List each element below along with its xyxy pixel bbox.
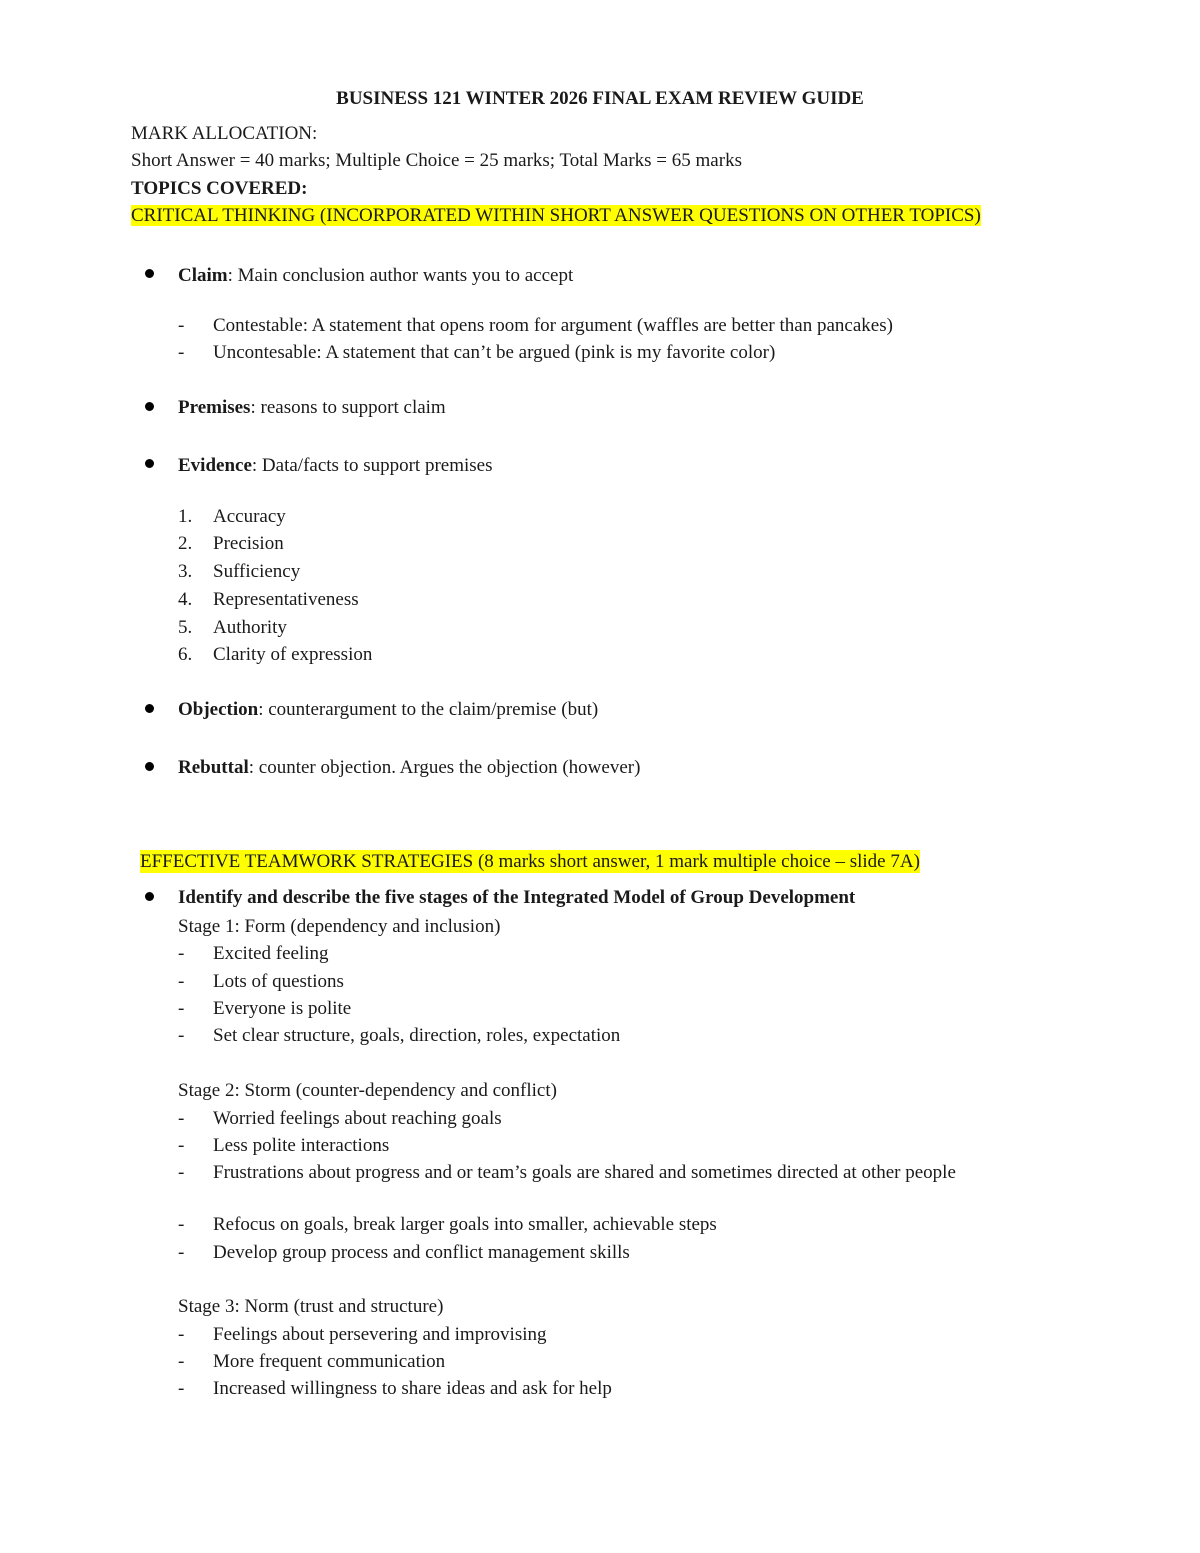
claim-item [178, 265, 573, 287]
evidence-term: Evidence [178, 455, 252, 476]
mark-allocation-label: MARK ALLOCATION: [131, 123, 318, 144]
premises-term: Premises [178, 397, 251, 418]
page-title: BUSINESS 121 WINTER 2026 FINAL EXAM REVIEW GUIDE [336, 88, 864, 109]
rebuttal-term: Rebuttal [178, 757, 249, 778]
dash-marker: - [178, 1324, 185, 1345]
bullet-icon [145, 892, 154, 901]
premises-item [178, 397, 446, 419]
dash-marker: - [178, 1162, 185, 1183]
evidence-item [178, 455, 493, 477]
dash-marker: - [178, 943, 185, 964]
list-number: 5. [178, 617, 193, 638]
dash-marker: - [178, 1108, 185, 1129]
claim-sub-contestable: Contestable: A statement that opens room for argument (waffles are better than pancakes) [213, 315, 893, 336]
list-number: 1. [178, 506, 193, 527]
stage-3-item: Feelings about persevering and improvising [213, 1324, 547, 1345]
dash-marker: - [178, 1135, 185, 1156]
rebuttal-item [178, 757, 640, 779]
evidence-list-item: Clarity of expression [213, 644, 373, 665]
bullet-icon [145, 762, 154, 771]
evidence-list-item: Accuracy [213, 506, 286, 527]
objection-item [178, 699, 598, 721]
evidence-list-item: Sufficiency [213, 561, 301, 582]
bullet-icon [145, 704, 154, 713]
topics-covered-label: TOPICS COVERED: [131, 178, 308, 199]
dash-marker: - [178, 998, 185, 1019]
dash-marker: - [178, 315, 185, 336]
stage-2-item: Frustrations about progress and or team’s goals are shared and sometimes directed at other people [213, 1162, 956, 1183]
objection-term: Objection [178, 699, 259, 720]
evidence-list-item: Authority [213, 617, 287, 638]
teamwork-bullet: Identify and describe the five stages of the Integrated Model of Group Development [178, 887, 856, 908]
stage-2-label: Stage 2: Storm (counter-dependency and conflict) [178, 1080, 557, 1101]
stage-2-item: Worried feelings about reaching goals [213, 1108, 502, 1129]
stage-1-item: Lots of questions [213, 971, 344, 992]
evidence-definition: : Data/facts to support premises [251, 455, 493, 476]
claim-term: Claim [178, 265, 228, 286]
dash-marker: - [178, 1214, 185, 1235]
objection-definition: : counterargument to the claim/premise (but) [258, 699, 599, 720]
rebuttal-definition: : counter objection. Argues the objection (however) [248, 757, 641, 778]
list-number: 6. [178, 644, 193, 665]
premises-definition: : reasons to support claim [250, 397, 446, 418]
bullet-icon [145, 269, 154, 278]
list-number: 3. [178, 561, 193, 582]
stage-2-item: Less polite interactions [213, 1135, 390, 1156]
dash-marker: - [178, 1351, 185, 1372]
stage-1-item: Everyone is polite [213, 998, 352, 1019]
list-number: 4. [178, 589, 193, 610]
mark-allocation-text: Short Answer = 40 marks; Multiple Choice = 25 marks; Total Marks = 65 marks [131, 150, 742, 171]
dash-marker: - [178, 1378, 185, 1399]
dash-marker: - [178, 1025, 185, 1046]
stage-2-item: Develop group process and conflict management skills [213, 1242, 630, 1263]
list-number: 2. [178, 533, 193, 554]
dash-marker: - [178, 342, 185, 363]
evidence-list-item: Precision [213, 533, 284, 554]
section-heading-critical-thinking: CRITICAL THINKING (INCORPORATED WITHIN SHORT ANSWER QUESTIONS ON OTHER TOPICS) [131, 205, 981, 226]
stage-3-item: Increased willingness to share ideas and ask for help [213, 1378, 612, 1399]
stage-1-item: Excited feeling [213, 943, 329, 964]
claim-definition: : Main conclusion author wants you to accept [227, 265, 574, 286]
stage-3-label: Stage 3: Norm (trust and structure) [178, 1296, 444, 1317]
dash-marker: - [178, 971, 185, 992]
stage-3-item: More frequent communication [213, 1351, 446, 1372]
stage-1-label: Stage 1: Form (dependency and inclusion) [178, 916, 501, 937]
bullet-icon [145, 402, 154, 411]
section-heading-teamwork: EFFECTIVE TEAMWORK STRATEGIES (8 marks short answer, 1 mark multiple choice – slide 7A) [140, 851, 920, 872]
evidence-list-item: Representativeness [213, 589, 359, 610]
stage-1-item: Set clear structure, goals, direction, roles, expectation [213, 1025, 621, 1046]
dash-marker: - [178, 1242, 185, 1263]
bullet-icon [145, 459, 154, 468]
stage-2-item: Refocus on goals, break larger goals into smaller, achievable steps [213, 1214, 717, 1235]
claim-sub-uncontestable: Uncontesable: A statement that can’t be argued (pink is my favorite color) [213, 342, 776, 363]
